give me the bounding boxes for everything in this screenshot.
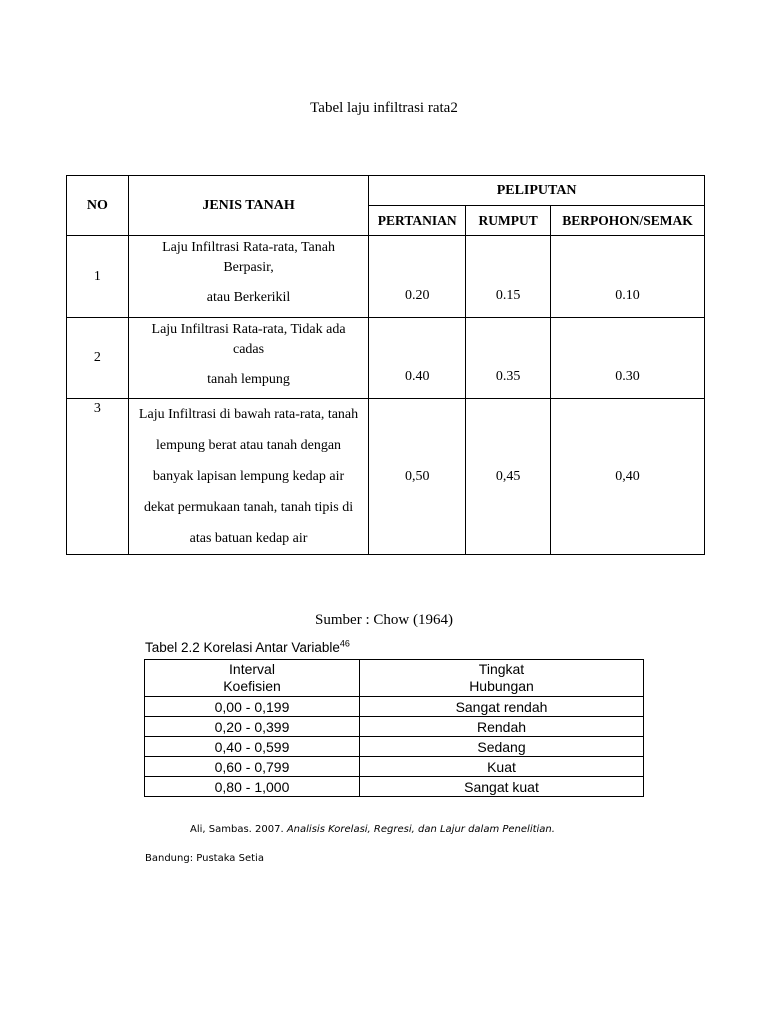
jenis-line: Laju Infiltrasi di bawah rata-rata, tanah [138,407,359,422]
table-row [145,777,644,797]
table-row [145,697,644,717]
reference-citation [190,824,555,835]
table2-title-text: Tabel 2.2 Korelasi Antar Variable [145,640,340,655]
row-jenis-tanah [128,236,368,318]
reference-book-title: Analisis Korelasi, Regresi, dan Lajur dalam Penelitian. [286,824,555,835]
row-pertanian: 0.40 [369,318,466,399]
header-peliputan: PELIPUTAN [369,176,705,206]
table-row [145,737,644,757]
jenis-line: atau Berkerikil [206,290,291,305]
header-tingkat-line: Hubungan [469,678,534,694]
table2-header-row [145,660,644,697]
row-pertanian: 0,50 [369,399,466,555]
row-rumput: 0.15 [466,236,551,318]
cell-interval: 0,80 - 1,000 [145,777,360,797]
cell-interval: 0,00 - 0,199 [145,697,360,717]
row-no: 2 [67,318,129,399]
header-rumput: RUMPUT [466,206,551,236]
row-rumput: 0.35 [466,318,551,399]
row-berpohon: 0.10 [551,236,705,318]
cell-tingkat: Sangat rendah [360,697,644,717]
row-jenis-tanah [128,399,368,555]
header-jenis-tanah: JENIS TANAH [128,176,368,236]
table1-header-row-1 [67,176,705,206]
row-berpohon: 0,40 [551,399,705,555]
header-tingkat-line: Tingkat [478,661,525,677]
jenis-line: banyak lapisan lempung kedap air [152,469,345,484]
header-interval-line: Interval [229,661,275,677]
jenis-line: dekat permukaan tanah, tanah tipis di [143,500,354,515]
header-no: NO [67,176,129,236]
cell-tingkat: Kuat [360,757,644,777]
infiltration-table [66,175,705,555]
cell-interval: 0,40 - 0,599 [145,737,360,757]
row-no: 3 [67,399,129,555]
cell-interval: 0,20 - 0,399 [145,717,360,737]
table-row [67,318,705,399]
cell-interval: 0,60 - 0,799 [145,757,360,777]
jenis-line: atas batuan kedap air [189,531,308,546]
row-no: 1 [67,236,129,318]
footnote-marker: 46 [339,638,350,649]
row-pertanian: 0.20 [369,236,466,318]
jenis-line: lempung berat atau tanah dengan [156,438,342,453]
reference-publisher: Bandung: Pustaka Setia [145,853,264,864]
table-row [67,399,705,555]
table1-source: Sumber : Chow (1964) [315,612,453,628]
cell-tingkat: Sangat kuat [360,777,644,797]
reference-author: Ali, Sambas. 2007. [190,824,284,835]
row-berpohon: 0.30 [551,318,705,399]
cell-tingkat: Sedang [360,737,644,757]
table1-title: Tabel laju infiltrasi rata2 [310,100,458,116]
jenis-line: Laju Infiltrasi Rata-rata, Tanah Berpasir, [162,240,335,275]
table-row [145,757,644,777]
header-berpohon: BERPOHON/SEMAK [551,206,705,236]
table-row [67,236,705,318]
correlation-table [144,659,644,797]
header-pertanian: PERTANIAN [369,206,466,236]
table2-title [145,640,350,655]
jenis-line: tanah lempung [207,372,290,387]
cell-tingkat: Rendah [360,717,644,737]
header-interval [145,660,360,697]
header-tingkat [360,660,644,697]
row-rumput: 0,45 [466,399,551,555]
table-row [145,717,644,737]
jenis-line: Laju Infiltrasi Rata-rata, Tidak ada cadas [151,322,346,357]
row-jenis-tanah [128,318,368,399]
header-interval-line: Koefisien [223,678,281,694]
